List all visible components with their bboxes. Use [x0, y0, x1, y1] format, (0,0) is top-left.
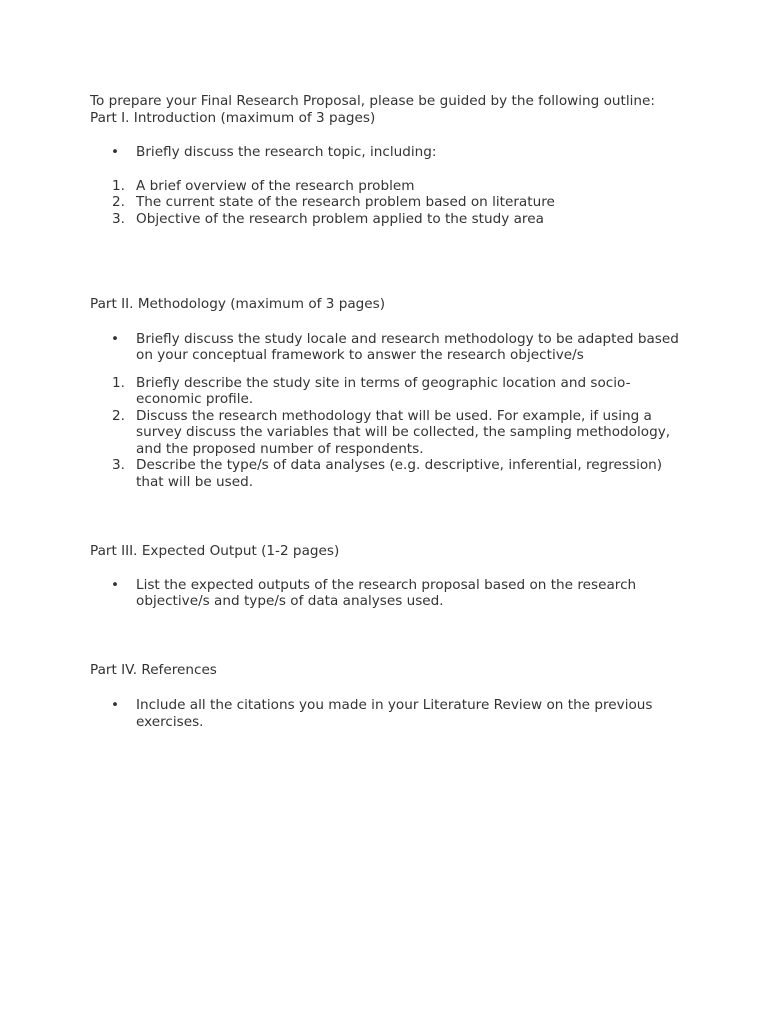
list-item: [90, 194, 690, 211]
bullet-text: Briefly discuss the study locale and research methodology to be adapted based on your conceptual framework to answer the research objective/s: [136, 330, 679, 363]
bullet-list: [90, 577, 690, 610]
list-number: 3.: [112, 210, 125, 227]
list-number: 2.: [112, 194, 125, 210]
list-number: 2.: [112, 407, 125, 424]
list-text: A brief overview of the research problem: [136, 177, 415, 194]
bullet-marker: •: [111, 697, 120, 713]
bullet-item: [90, 697, 690, 730]
list-item: [90, 211, 690, 228]
section-references: [90, 662, 690, 731]
section-expected-output: [90, 543, 690, 610]
bullet-list: [90, 144, 690, 161]
numbered-list: [90, 178, 690, 228]
bullet-item: [90, 577, 690, 610]
section-methodology: [90, 296, 690, 490]
list-item: [90, 178, 690, 195]
list-item: [90, 375, 690, 408]
document-page: [90, 93, 690, 730]
list-item: [90, 457, 690, 490]
bullet-text: Include all the citations you made in your Literature Review on the previous exercises.: [136, 697, 653, 730]
list-text: The current state of the research problem based on literature: [136, 194, 555, 210]
list-text: Discuss the research methodology that will be used. For example, if using a survey discuss the variables that will be collected, the sampling methodology, and the proposed number of respondents.: [136, 407, 671, 457]
list-number: 3.: [112, 457, 125, 473]
bullet-list: [90, 697, 690, 730]
intro-text: To prepare your Final Research Proposal, please be guided by the following outline:: [90, 93, 655, 109]
list-text: Describe the type/s of data analyses (e.g. descriptive, inferential, regression) that will be used.: [136, 457, 663, 490]
section-heading: Part II. Methodology (maximum of 3 pages): [90, 296, 386, 312]
bullet-list: [90, 331, 690, 364]
list-text: Briefly describe the study site in terms of geographic location and socio-economic profile.: [136, 374, 631, 407]
list-item: [90, 408, 690, 458]
section-heading: Part I. Introduction (maximum of 3 pages): [90, 109, 376, 126]
bullet-item: [90, 331, 690, 364]
numbered-list: [90, 375, 690, 491]
list-text: Objective of the research problem applied to the study area: [136, 210, 544, 227]
list-number: 1.: [112, 374, 125, 391]
bullet-text: Briefly discuss the research topic, including:: [136, 144, 437, 160]
bullet-text: List the expected outputs of the research proposal based on the research objective/s and type/s of data analyses used.: [136, 576, 637, 609]
section-introduction: [90, 110, 690, 228]
bullet-marker: •: [111, 576, 120, 593]
bullet-marker: •: [111, 144, 120, 160]
section-heading: Part III. Expected Output (1-2 pages): [90, 543, 340, 559]
section-heading: Part IV. References: [90, 661, 217, 678]
list-number: 1.: [112, 177, 125, 194]
bullet-marker: •: [111, 330, 120, 347]
bullet-item: [90, 144, 690, 161]
